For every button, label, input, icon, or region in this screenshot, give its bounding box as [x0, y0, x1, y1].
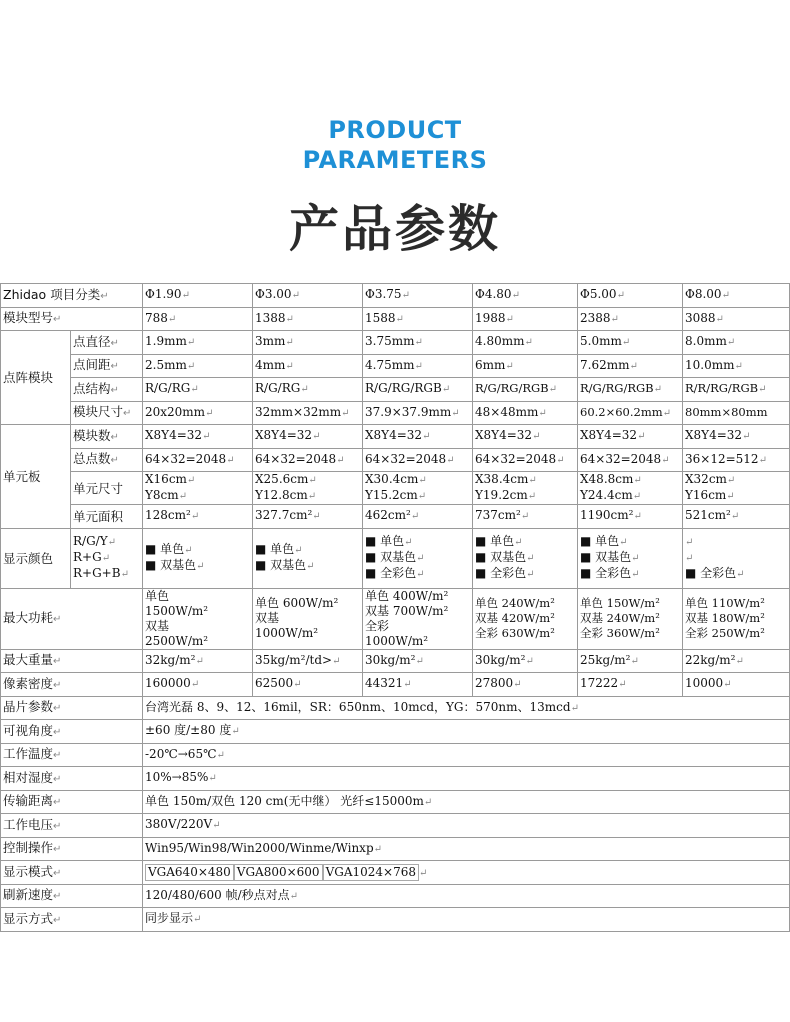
chip-value: 台湾光磊 8、9、12、16mil，SR：650nm、10mcd，YG：570nm、13mcd↵	[143, 696, 790, 720]
weight-cell: 35kg/m²/td>↵	[253, 649, 363, 673]
row-pixel-density	[1, 673, 790, 697]
row-temp	[1, 743, 790, 767]
power-cell: 单色 600W/m² 双基 1000W/m²	[253, 588, 363, 649]
humidity-value: 10%→85%↵	[143, 767, 790, 791]
power-cell: 单色 400W/m² 双基 700W/m² 全彩 1000W/m²	[363, 588, 473, 649]
pixel-density-label: 像素密度↵	[1, 673, 143, 697]
row-module-count	[1, 425, 790, 449]
color-options-cell: ■ 单色↵ ■ 双基色↵ ■ 全彩色↵	[473, 528, 578, 588]
unit-area-cell: 521cm²↵	[683, 505, 790, 529]
title-cn: 产品参数	[289, 200, 501, 258]
category-header: Zhidao 项目分类↵	[1, 284, 143, 308]
max-power-label: 最大功耗↵	[1, 588, 143, 649]
control-value: Win95/Win98/Win2000/Winme/Winxp↵	[143, 837, 790, 861]
density-cell: 160000↵	[143, 673, 253, 697]
dot-diameter-cell: 3mm↵	[253, 331, 363, 355]
temp-label: 工作温度↵	[1, 743, 143, 767]
temp-value: -20℃→65℃↵	[143, 743, 790, 767]
weight-cell: 22kg/m²↵	[683, 649, 790, 673]
dot-pitch-label: 点间距↵	[71, 354, 143, 378]
module-size-cell: 37.9×37.9mm↵	[363, 401, 473, 425]
total-dots-cell: 64×32=2048↵	[143, 448, 253, 472]
module-count-cell: X8Y4=32↵	[578, 425, 683, 449]
row-chip	[1, 696, 790, 720]
total-dots-cell: 36×12=512↵	[683, 448, 790, 472]
humidity-label: 相对湿度↵	[1, 767, 143, 791]
total-dots-cell: 64×32=2048↵	[253, 448, 363, 472]
row-module-size	[1, 401, 790, 425]
weight-cell: 30kg/m²↵	[363, 649, 473, 673]
dot-pitch-cell: 7.62mm↵	[578, 354, 683, 378]
display-color-label: 显示颜色	[1, 528, 71, 588]
model-no-cell: 1988↵	[473, 307, 578, 331]
row-category	[1, 284, 790, 308]
model-cell: Φ3.00↵	[253, 284, 363, 308]
module-size-cell: 60.2×60.2mm↵	[578, 401, 683, 425]
module-count-cell: X8Y4=32↵	[143, 425, 253, 449]
color-options-cell: ■ 单色↵ ■ 双基色↵	[143, 528, 253, 588]
module-size-cell: 20x20mm↵	[143, 401, 253, 425]
title-en-line1: PRODUCT	[328, 116, 462, 144]
module-size-cell: 32mm×32mm↵	[253, 401, 363, 425]
row-distance	[1, 790, 790, 814]
color-options-cell: ↵ ↵ ■ 全彩色↵	[683, 528, 790, 588]
model-cell: Φ4.80↵	[473, 284, 578, 308]
control-label: 控制操作↵	[1, 837, 143, 861]
dot-diameter-cell: 1.9mm↵	[143, 331, 253, 355]
total-dots-cell: 64×32=2048↵	[363, 448, 473, 472]
model-no-cell: 3088↵	[683, 307, 790, 331]
total-dots-label: 总点数↵	[71, 448, 143, 472]
unit-area-label: 单元面积	[71, 505, 143, 529]
density-cell: 44321↵	[363, 673, 473, 697]
model-cell: Φ8.00↵	[683, 284, 790, 308]
distance-label: 传输距离↵	[1, 790, 143, 814]
dot-diameter-cell: 8.0mm↵	[683, 331, 790, 355]
row-humidity	[1, 767, 790, 791]
unit-size-cell: X32cm↵ Y16cm↵	[683, 472, 790, 505]
chip-label: 晶片参数↵	[1, 696, 143, 720]
row-dot-structure	[1, 378, 790, 402]
density-cell: 10000↵	[683, 673, 790, 697]
weight-cell: 30kg/m²↵	[473, 649, 578, 673]
model-cell: Φ1.90↵	[143, 284, 253, 308]
dot-diameter-cell: 5.0mm↵	[578, 331, 683, 355]
module-size-label: 模块尺寸↵	[71, 401, 143, 425]
row-view-angle	[1, 720, 790, 744]
display-mode-value: VGA640×480 VGA800×600 VGA1024×768 ↵	[143, 861, 790, 885]
dot-diameter-label: 点直径↵	[71, 331, 143, 355]
model-no-label: 模块型号↵	[1, 307, 143, 331]
row-control	[1, 837, 790, 861]
row-model-no	[1, 307, 790, 331]
unit-size-cell: X16cm↵ Y8cm↵	[143, 472, 253, 505]
density-cell: 27800↵	[473, 673, 578, 697]
parameters-table	[0, 283, 790, 932]
unit-size-cell: X48.8cm↵ Y24.4cm↵	[578, 472, 683, 505]
module-count-label: 模块数↵	[71, 425, 143, 449]
dot-structure-cell: R/G/RG/RGB↵	[578, 378, 683, 402]
model-no-cell: 2388↵	[578, 307, 683, 331]
title-en-line2: PARAMETERS	[302, 146, 488, 174]
row-total-dots	[1, 448, 790, 472]
total-dots-cell: 64×32=2048↵	[473, 448, 578, 472]
unit-area-cell: 737cm²↵	[473, 505, 578, 529]
dot-pitch-cell: 4mm↵	[253, 354, 363, 378]
dot-structure-cell: R/G/RG↵	[253, 378, 363, 402]
unit-board-group-label: 单元板	[1, 425, 71, 529]
dot-structure-cell: R/G/RG/RGB↵	[473, 378, 578, 402]
page-header	[0, 0, 790, 261]
model-cell: Φ3.75↵	[363, 284, 473, 308]
weight-cell: 25kg/m²↵	[578, 649, 683, 673]
density-cell: 17222↵	[578, 673, 683, 697]
color-types-cell: R/G/Y↵ R+G↵ R+G+B↵	[71, 528, 143, 588]
unit-area-cell: 327.7cm²↵	[253, 505, 363, 529]
color-options-cell: ■ 单色↵ ■ 双基色↵ ■ 全彩色↵	[363, 528, 473, 588]
power-cell: 单色 110W/m² 双基 180W/m² 全彩 250W/m²	[683, 588, 790, 649]
power-cell: 单色 240W/m² 双基 420W/m² 全彩 630W/m²	[473, 588, 578, 649]
dot-matrix-group-label: 点阵模块	[1, 331, 71, 425]
unit-area-cell: 1190cm²↵	[578, 505, 683, 529]
power-cell: 单色 1500W/m² 双基 2500W/m²	[143, 588, 253, 649]
module-size-cell: 48×48mm↵	[473, 401, 578, 425]
row-display-color	[1, 528, 790, 588]
module-count-cell: X8Y4=32↵	[473, 425, 578, 449]
row-voltage	[1, 814, 790, 838]
unit-size-label: 单元尺寸	[71, 472, 143, 505]
dot-structure-cell: R/G/RG↵	[143, 378, 253, 402]
voltage-value: 380V/220V↵	[143, 814, 790, 838]
module-count-cell: X8Y4=32↵	[253, 425, 363, 449]
row-max-power	[1, 588, 790, 649]
total-dots-cell: 64×32=2048↵	[578, 448, 683, 472]
weight-cell: 32kg/m²↵	[143, 649, 253, 673]
unit-area-cell: 128cm²↵	[143, 505, 253, 529]
unit-size-cell: X30.4cm↵ Y15.2cm↵	[363, 472, 473, 505]
row-display-mode	[1, 861, 790, 885]
row-dot-pitch	[1, 354, 790, 378]
display-mode-label: 显示模式↵	[1, 861, 143, 885]
color-options-cell: ■ 单色↵ ■ 双基色↵	[253, 528, 363, 588]
row-unit-area	[1, 505, 790, 529]
row-max-weight	[1, 649, 790, 673]
module-count-cell: X8Y4=32↵	[363, 425, 473, 449]
dot-pitch-cell: 2.5mm↵	[143, 354, 253, 378]
model-no-cell: 1388↵	[253, 307, 363, 331]
dot-structure-label: 点结构↵	[71, 378, 143, 402]
distance-value: 单色 150m/双色 120 cm(无中继） 光纤≤15000m↵	[143, 790, 790, 814]
display-method-value: 同步显示↵	[143, 908, 790, 932]
dot-structure-cell: R/R/RG/RGB↵	[683, 378, 790, 402]
model-cell: Φ5.00↵	[578, 284, 683, 308]
refresh-label: 刷新速度↵	[1, 884, 143, 908]
unit-area-cell: 462cm²↵	[363, 505, 473, 529]
density-cell: 62500↵	[253, 673, 363, 697]
row-unit-size	[1, 472, 790, 505]
row-display-method	[1, 908, 790, 932]
model-no-cell: 1588↵	[363, 307, 473, 331]
dot-structure-cell: R/G/RG/RGB↵	[363, 378, 473, 402]
row-dot-diameter	[1, 331, 790, 355]
max-weight-label: 最大重量↵	[1, 649, 143, 673]
module-count-cell: X8Y4=32↵	[683, 425, 790, 449]
view-angle-value: ±60 度/±80 度↵	[143, 720, 790, 744]
refresh-value: 120/480/600 帧/秒点对点↵	[143, 884, 790, 908]
display-method-label: 显示方式↵	[1, 908, 143, 932]
unit-size-cell: X38.4cm↵ Y19.2cm↵	[473, 472, 578, 505]
dot-diameter-cell: 4.80mm↵	[473, 331, 578, 355]
view-angle-label: 可视角度↵	[1, 720, 143, 744]
row-refresh	[1, 884, 790, 908]
unit-size-cell: X25.6cm↵ Y12.8cm↵	[253, 472, 363, 505]
dot-pitch-cell: 6mm↵	[473, 354, 578, 378]
voltage-label: 工作电压↵	[1, 814, 143, 838]
dot-diameter-cell: 3.75mm↵	[363, 331, 473, 355]
color-options-cell: ■ 单色↵ ■ 双基色↵ ■ 全彩色↵	[578, 528, 683, 588]
model-no-cell: 788↵	[143, 307, 253, 331]
dot-pitch-cell: 4.75mm↵	[363, 354, 473, 378]
dot-pitch-cell: 10.0mm↵	[683, 354, 790, 378]
power-cell: 单色 150W/m² 双基 240W/m² 全彩 360W/m²	[578, 588, 683, 649]
module-size-cell: 80mm×80mm	[683, 401, 790, 425]
